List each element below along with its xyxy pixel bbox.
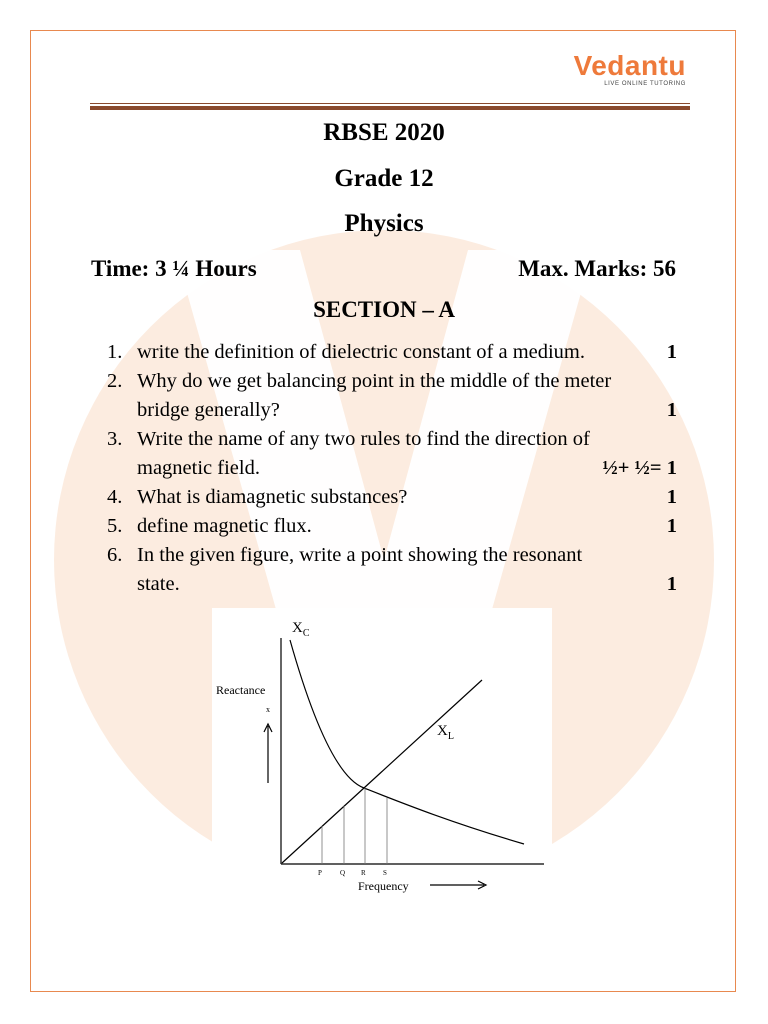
- point-label: P: [318, 869, 322, 877]
- question-text: write the definition of dielectric constant of a medium.: [137, 341, 586, 363]
- xl-label: $X_L$: [437, 723, 454, 742]
- reactance-frequency-figure: [212, 608, 552, 900]
- y-axis-label: Reactance: [216, 683, 266, 697]
- max-marks: Max. Marks: 56: [518, 256, 676, 281]
- question-number: 2.: [107, 370, 123, 392]
- question-text: Write the name of any two rules to find the direction of: [137, 428, 590, 450]
- reactance-graph: [212, 608, 552, 900]
- question-text: bridge generally?: [137, 399, 280, 421]
- question-text: magnetic field.: [137, 457, 260, 479]
- question-item: [107, 483, 677, 512]
- question-item: [107, 541, 677, 599]
- question-text: In the given figure, write a point showing the resonant: [137, 544, 583, 566]
- vedantu-logo: [574, 52, 686, 87]
- logo-tagline: LIVE ONLINE TUTORING: [604, 81, 686, 87]
- xc-label: $X_C$: [292, 620, 310, 639]
- question-number: 6.: [107, 544, 123, 566]
- time-allowed: Time: 3 ¼ Hours: [91, 256, 257, 281]
- question-number: 3.: [107, 428, 123, 450]
- question-marks: 1: [666, 341, 677, 363]
- question-item: [107, 338, 677, 367]
- xc-curve: [290, 640, 524, 844]
- question-item: [107, 367, 677, 425]
- question-list: [107, 338, 677, 599]
- y-axis-symbol: x: [266, 705, 270, 714]
- question-number: 5.: [107, 515, 123, 537]
- point-label: Q: [340, 869, 346, 877]
- question-text: Why do we get balancing point in the middle of the meter: [137, 370, 612, 392]
- grade-title: Grade 12: [334, 165, 434, 192]
- section-title: SECTION – A: [313, 297, 455, 322]
- point-label: R: [361, 869, 366, 877]
- point-label: S: [383, 869, 387, 877]
- question-marks: 1: [666, 573, 677, 595]
- question-marks: ½+ ½= 1: [602, 457, 677, 479]
- question-marks: 1: [666, 486, 677, 508]
- question-marks: 1: [666, 515, 677, 537]
- question-item: [107, 512, 677, 541]
- exam-meta: [91, 256, 676, 282]
- subject-title: Physics: [344, 210, 424, 237]
- question-number: 4.: [107, 486, 123, 508]
- exam-title: RBSE 2020: [323, 119, 445, 146]
- question-text: define magnetic flux.: [137, 515, 312, 537]
- question-marks: 1: [666, 399, 677, 421]
- logo-wordmark: Vedantu: [573, 50, 686, 81]
- header-rule: [90, 103, 690, 110]
- x-axis-label: Frequency: [358, 879, 409, 893]
- question-text: state.: [137, 573, 180, 595]
- question-number: 1.: [107, 341, 123, 363]
- question-text: What is diamagnetic substances?: [137, 486, 408, 508]
- question-item: [107, 425, 677, 483]
